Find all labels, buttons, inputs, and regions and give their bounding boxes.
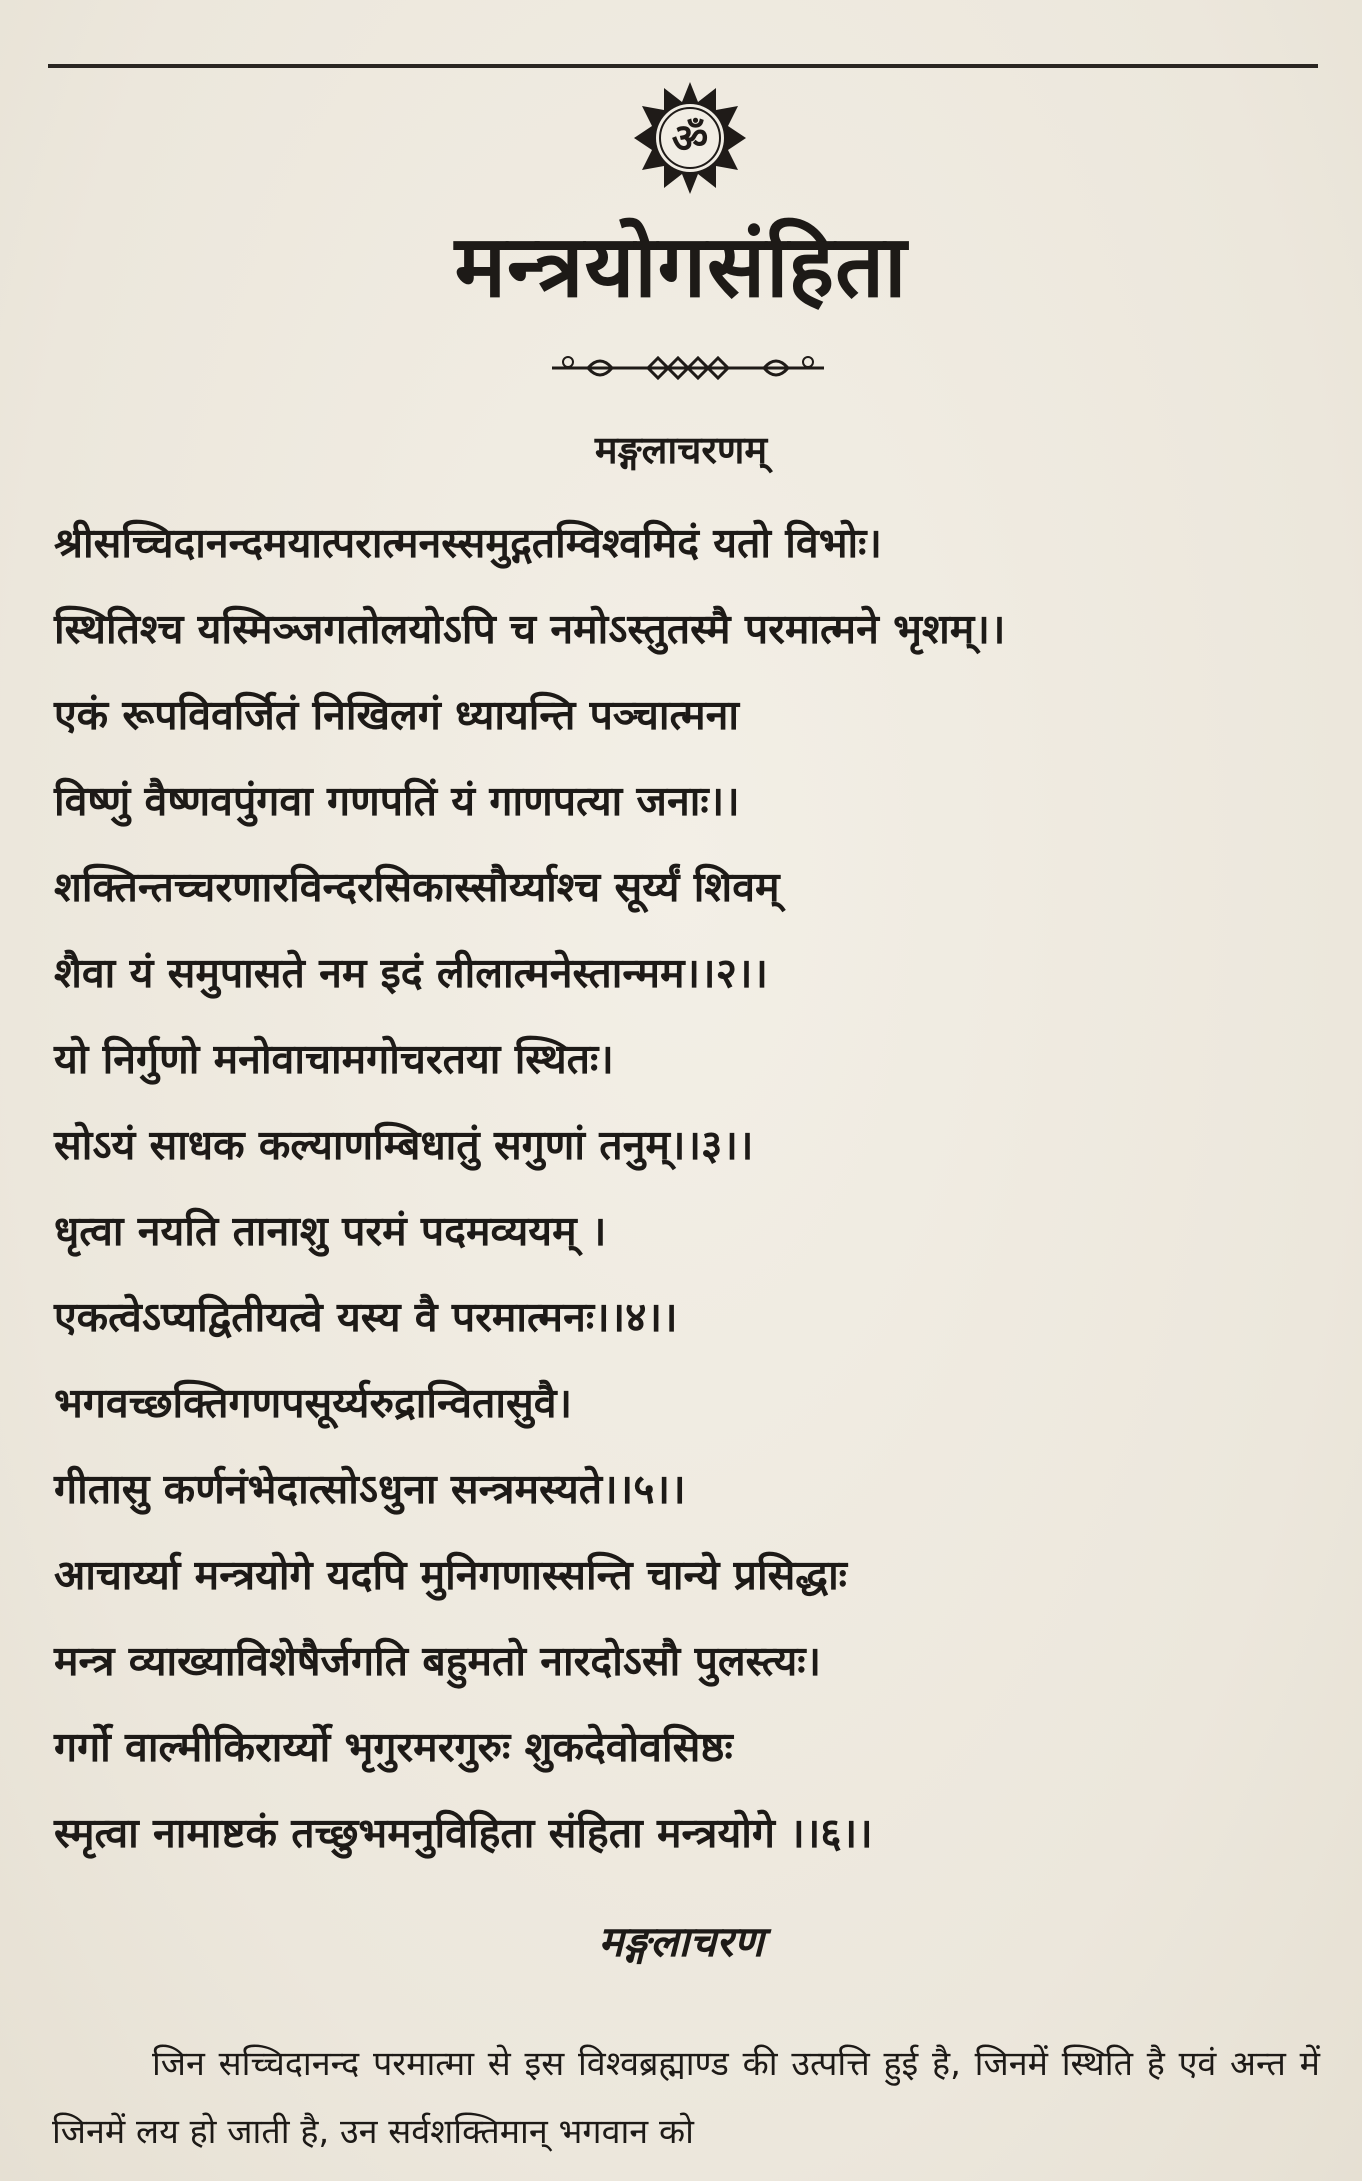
verse-line: धृत्वा नयति तानाशु परमं पदमव्ययम् । bbox=[54, 1207, 607, 1255]
verse-line: स्थितिश्च यस्मिञ्जगतोलयोऽपि च नमोऽस्तुतस्मै परमात्मने भृशम्।। bbox=[54, 605, 1006, 653]
verse-line: मन्त्र व्याख्याविशेषैर्जगति बहुमतो नारदोऽसौ पुलस्त्यः। bbox=[54, 1637, 822, 1685]
verse-line: विष्णुं वैष्णवपुंगवा गणपतिं यं गाणपत्या जनाः।। bbox=[54, 777, 740, 825]
verse-line: शक्तिन्तच्चरणारविन्दरसिकास्सौर्य्याश्च सूर्य्यं शिवम् bbox=[54, 863, 780, 911]
decorative-divider-icon bbox=[548, 350, 828, 386]
verse-line: गर्गो वाल्मीकिरार्य्यो भृगुरमरगुरुः शुकदेवोवसिष्ठः bbox=[54, 1723, 733, 1771]
verse-line: भगवच्छक्तिगणपसूर्य्यरुद्रान्वितासुवै। bbox=[54, 1379, 573, 1427]
verse-line: एकं रूपविवर्जितं निखिलगं ध्यायन्ति पञ्चात्मना bbox=[54, 691, 739, 739]
om-emblem-icon bbox=[632, 80, 748, 196]
translation-heading: मङ्गलाचरण bbox=[598, 1917, 764, 1966]
verse-line: सोऽयं साधक कल्याणम्बिधातुं सगुणां तनुम्।।३।। bbox=[54, 1121, 754, 1169]
verse-line: एकत्वेऽप्यद्वितीयत्वे यस्य वै परमात्मनः।।४।। bbox=[54, 1293, 678, 1341]
page-title: मन्त्रयोगसंहिता bbox=[454, 217, 908, 317]
verse-list bbox=[54, 500, 1314, 1876]
translation-text: जिन सच्चिदानन्द परमात्मा से इस विश्वब्रह्माण्ड की उत्पत्ति हुई है, जिनमें स्थिति है एवं अन्त में जिनमें लय हो जाती है, उन सर्वशक्तिमान् भगवान को bbox=[52, 2044, 1320, 2152]
verse-line: श्रीसच्चिदानन्दमयात्परात्मनस्समुद्गतम्विश्वमिदं यतो विभोः। bbox=[54, 519, 882, 567]
section-heading: मङ्गलाचरणम् bbox=[594, 428, 768, 472]
translation-paragraph bbox=[52, 2030, 1320, 2166]
verse-line: यो निर्गुणो मनोवाचामगोचरतया स्थितः। bbox=[54, 1035, 614, 1083]
om-symbol: ॐ bbox=[671, 116, 709, 162]
verse-line: गीतासु कर्णनंभेदात्सोऽधुना सन्त्रमस्यते।।५।। bbox=[54, 1465, 686, 1513]
verse-line: शैवा यं समुपासते नम इदं लीलात्मनेस्तान्मम।।२।। bbox=[54, 949, 768, 997]
verse-line: आचार्य्या मन्त्रयोगे यदपि मुनिगणास्सन्ति चान्ये प्रसिद्धाः bbox=[54, 1551, 847, 1599]
verse-line: स्मृत्वा नामाष्टकं तच्छुभमनुविहिता संहिता मन्त्रयोगे ।।६।। bbox=[54, 1809, 873, 1857]
top-rule bbox=[48, 64, 1318, 68]
